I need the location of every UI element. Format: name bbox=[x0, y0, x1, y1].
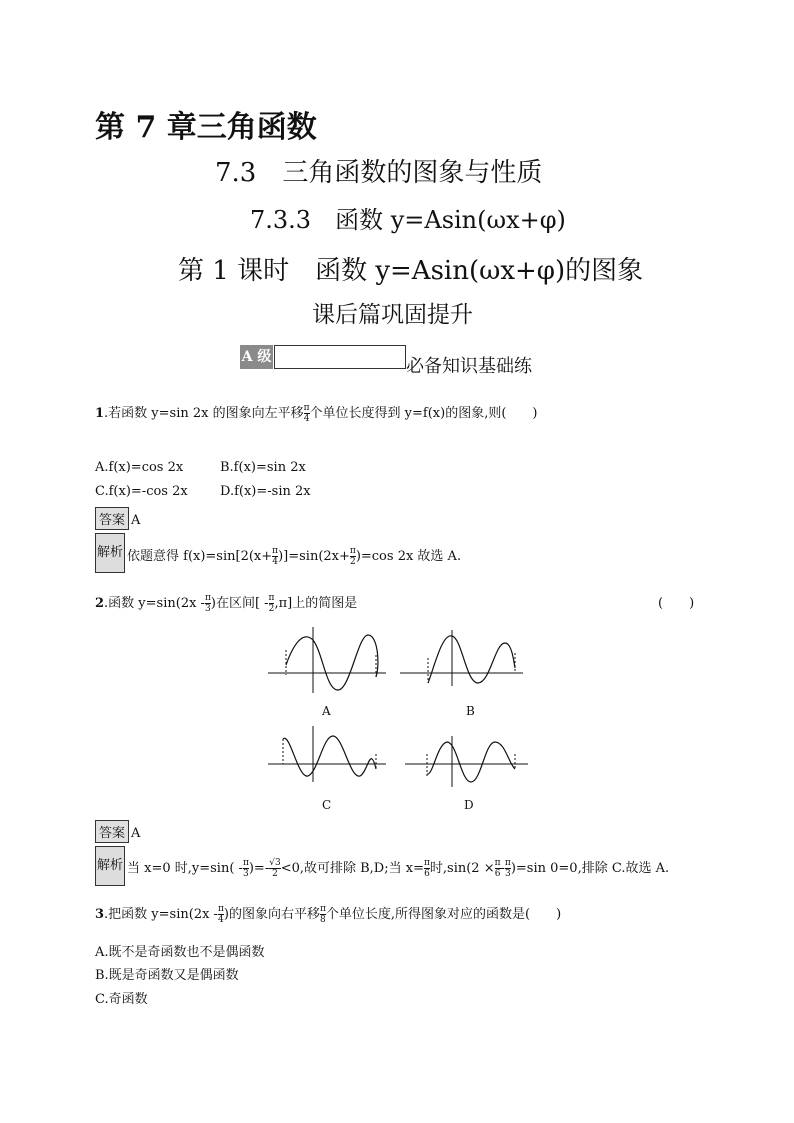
q1-option-d: D.f(x)=-sin 2x bbox=[220, 484, 311, 499]
graph-b-label: B bbox=[466, 704, 475, 718]
q2-analysis: 当 x=0 时,y=sin( - $\frac{\pi}{3}$ )=- $\frac{√3}{2}$ <0,故可排除 B,D;当 x= $\frac{\pi}{6}$ 时,sin(2 × $\frac{\pi}{6}$ - $\frac{\pi}{3}$ )=sin 0=0,排除 C.故选 A. bbox=[127, 858, 670, 879]
q3-number: 3 bbox=[95, 907, 105, 922]
q1-answer: A bbox=[131, 513, 141, 528]
q1-number: 1 bbox=[95, 406, 105, 421]
graph-a bbox=[268, 625, 388, 695]
graph-c bbox=[268, 724, 388, 784]
q1-option-c: C.f(x)=-cos 2x bbox=[95, 484, 188, 499]
q2-bracket: ( ) bbox=[658, 596, 695, 611]
q2-answer: A bbox=[131, 826, 141, 841]
chapter-title: 第 7 章三角函数 bbox=[95, 110, 317, 145]
analysis-label-2: 解析 bbox=[95, 846, 125, 886]
q1-text-a: .若函数 y=sin 2x 的图象向左平移 bbox=[104, 406, 304, 421]
q2-stem: 2.函数 y=sin(2x - $\frac{\pi}{3}$ )在区间[ - $\frac{\pi}{2}$ ,π]上的简图是 bbox=[95, 593, 358, 614]
q3-stem: 3.把函数 y=sin(2x - $\frac{\pi}{4}$ )的图象向右平移 $\frac{\pi}{8}$ 个单位长度,所得图象对应的函数是( ) bbox=[95, 904, 562, 925]
q1-stem bbox=[95, 402, 537, 424]
q1-answer-row bbox=[95, 507, 140, 530]
level-badge: A 级 bbox=[240, 345, 273, 369]
graph-b bbox=[400, 628, 525, 688]
q3-option-a: A.既不是奇函数也不是偶函数 bbox=[95, 945, 265, 960]
graph-d bbox=[405, 734, 530, 789]
answer-label: 答案 bbox=[95, 507, 129, 530]
q1-option-a: A.f(x)=cos 2x bbox=[95, 460, 184, 475]
subtitle: 课后篇巩固提升 bbox=[312, 302, 473, 328]
lesson-title: 第 1 课时 函数 y=Asin(ωx+φ)的图象 bbox=[178, 256, 644, 286]
answer-label-2: 答案 bbox=[95, 820, 129, 843]
q1-text-b: 个单位长度得到 y=f(x)的图象,则( ) bbox=[309, 406, 538, 421]
q3-option-c: C.奇函数 bbox=[95, 992, 148, 1007]
section-title: 7.3 三角函数的图象与性质 bbox=[215, 158, 543, 188]
graph-d-label: D bbox=[464, 798, 474, 812]
q2-number: 2 bbox=[95, 596, 105, 611]
q1-option-b: B.f(x)=sin 2x bbox=[220, 460, 306, 475]
graph-c-label: C bbox=[322, 798, 332, 812]
level-title: 必备知识基础练 bbox=[406, 356, 532, 377]
level-badge-box bbox=[274, 345, 406, 369]
graph-a-label: A bbox=[322, 704, 331, 718]
subsection-title: 7.3.3 函数 y=Asin(ωx+φ) bbox=[250, 206, 566, 234]
q2-answer-row bbox=[95, 820, 140, 843]
q1-analysis: 依题意得 f(x)=sin[2(x+ $\frac{\pi}{4}$ )]=sin(2x+ $\frac{\pi}{2}$ )=cos 2x 故选 A. bbox=[127, 546, 462, 567]
analysis-label: 解析 bbox=[95, 533, 125, 573]
q3-option-b: B.既是奇函数又是偶函数 bbox=[95, 968, 239, 983]
q1-fraction: $\frac{\pi}{4}$ bbox=[303, 403, 310, 424]
